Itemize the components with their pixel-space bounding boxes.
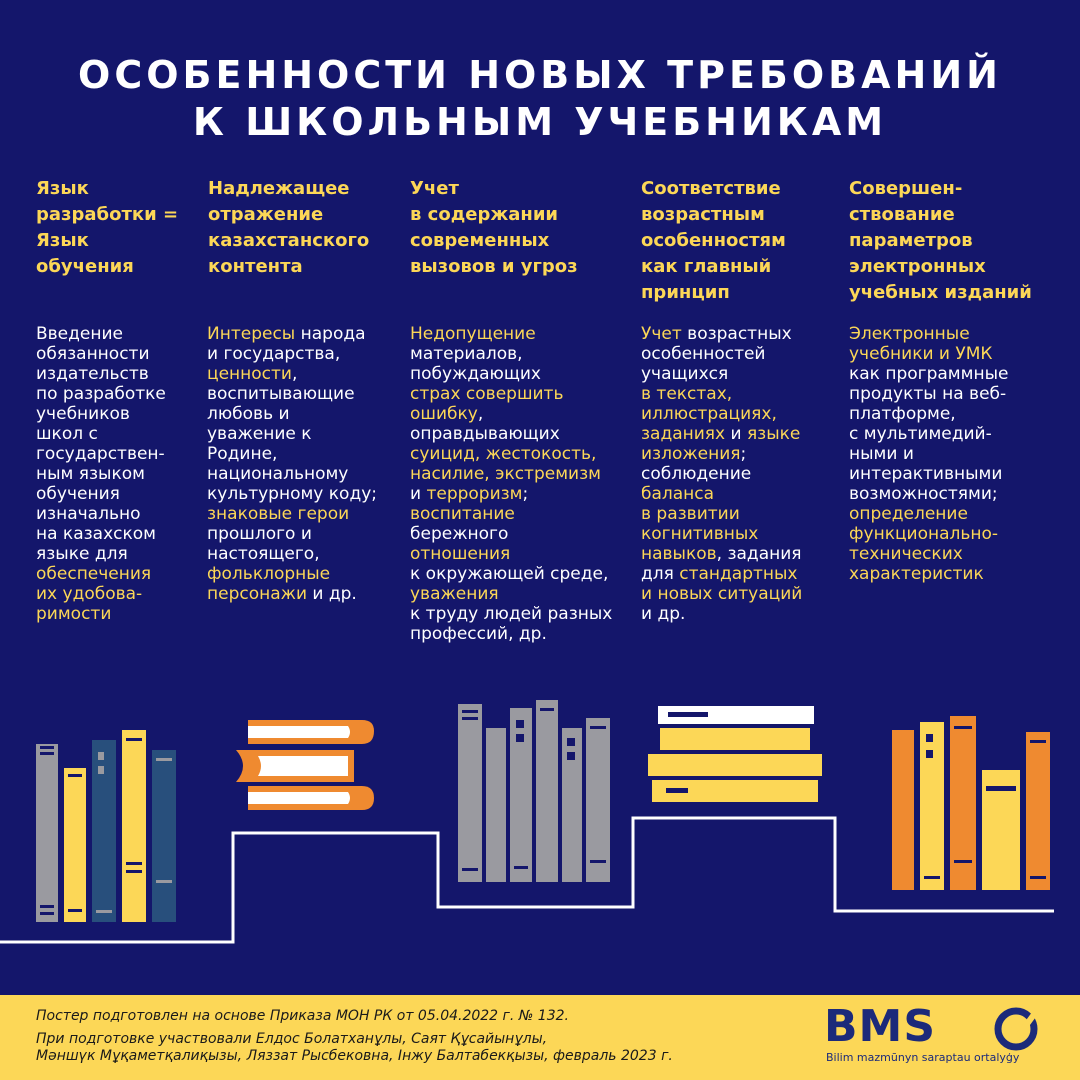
- column-4-heading: Соответствие возрастным особенностям как главный принцип: [641, 178, 786, 303]
- column-2-body: [207, 324, 402, 604]
- book-group-1: [36, 730, 176, 922]
- body-text: и др.: [641, 604, 686, 624]
- highlight-text: знаковые герои: [207, 504, 350, 524]
- body-text: ; соблюдение: [641, 444, 752, 484]
- footer-banner: [0, 995, 1080, 1080]
- body-text: и др.: [307, 584, 357, 604]
- body-text: ;: [522, 484, 529, 504]
- body-text: Введение обязанности издательств по разработке учебников школ с государствен- ным языком обучения изначально на казахском языке для: [36, 324, 166, 564]
- footer-credits-text: При подготовке участвовали Елдос Болатханұлы, Саят Құсайынұлы, Мәншүк Мұқаметқалиқызы, Ляззат Рысбековна, Інжу Балтабекқызы, февраль 2023 г.: [36, 1031, 673, 1064]
- body-text: к окружающей среде,: [410, 564, 609, 584]
- title-line-2: К ШКОЛЬНЫМ УЧЕБНИКАМ: [192, 100, 888, 144]
- column-1-heading: Язык разработки = Язык обучения: [36, 178, 179, 277]
- highlight-text: терроризм: [426, 484, 523, 504]
- title-line-1: ОСОБЕННОСТИ НОВЫХ ТРЕБОВАНИЙ: [78, 53, 1002, 97]
- highlight-text: стандартных и новых ситуаций: [641, 564, 803, 604]
- highlight-text: Интересы: [207, 324, 296, 344]
- column-3-heading: Учет в содержании современных вызовов и угроз: [410, 178, 578, 277]
- column-5-body: [849, 324, 1064, 584]
- body-text: народа и государства,: [207, 324, 366, 364]
- column-5-heading: Совершен- ствование параметров электронных учебных изданий: [849, 178, 1032, 303]
- body-text: бережного: [410, 524, 509, 544]
- bookshelf-illustration: [0, 690, 1080, 950]
- body-text: и: [410, 484, 427, 504]
- highlight-text: воспитание: [410, 504, 515, 524]
- logo-subtitle: Bilim mazmūnyn saraptau ortalyģy: [826, 1051, 1020, 1064]
- body-text: материалов, побуждающих: [410, 344, 541, 384]
- body-text: как программные продукты на веб- платформе, с мультимедий- ными и интерактивными возможностями;: [849, 364, 1009, 504]
- highlight-text: Учет: [641, 324, 682, 344]
- footer-source-text: Постер подготовлен на основе Приказа МОН РК от 05.04.2022 г. № 132.: [36, 1008, 569, 1024]
- highlight-text: языке изложения: [641, 424, 801, 464]
- body-text: , оправдывающих: [410, 404, 560, 444]
- book-group-3: [458, 700, 610, 882]
- check-circle-icon: [992, 1005, 1044, 1051]
- highlight-text: Недопущение: [410, 324, 536, 344]
- column-1-body: [36, 324, 201, 624]
- bmso-logo: [824, 1001, 1054, 1073]
- body-text: к труду людей разных профессий, др.: [410, 604, 613, 644]
- highlight-text: суицид, жестокость, насилие, экстремизм: [410, 444, 601, 484]
- highlight-text: страх совершить ошибку: [410, 384, 564, 424]
- body-text: прошлого и настоящего,: [207, 524, 320, 564]
- book-group-2: [236, 720, 374, 810]
- book-group-4: [648, 706, 822, 802]
- column-2-heading: Надлежащее отражение казахстанского контента: [208, 178, 370, 277]
- body-text: , воспитывающие любовь и уважение к Родине, национальному культурному коду;: [207, 364, 377, 504]
- highlight-text: в текстах, иллюстрациях, заданиях: [641, 384, 777, 444]
- column-4-body: [641, 324, 841, 624]
- highlight-text: Электронные учебники и УМК: [849, 324, 993, 364]
- body-text: , задания для: [641, 544, 802, 584]
- highlight-text: ценности: [207, 364, 292, 384]
- highlight-text: обеспечения их удобова- римости: [36, 564, 152, 624]
- book-group-5: [892, 716, 1050, 890]
- body-text: возрастных особенностей учащихся: [641, 324, 792, 384]
- highlight-text: уважения: [410, 584, 499, 604]
- highlight-text: определение функционально- технических характеристик: [849, 504, 999, 584]
- poster-title: [0, 52, 1080, 146]
- logo-wordmark: BMS: [824, 1001, 937, 1052]
- column-3-body: [410, 324, 635, 644]
- highlight-text: баланса в развитии когнитивных навыков: [641, 484, 759, 564]
- highlight-text: отношения: [410, 544, 511, 564]
- highlight-text: фольклорные персонажи: [207, 564, 331, 604]
- body-text: и: [725, 424, 747, 444]
